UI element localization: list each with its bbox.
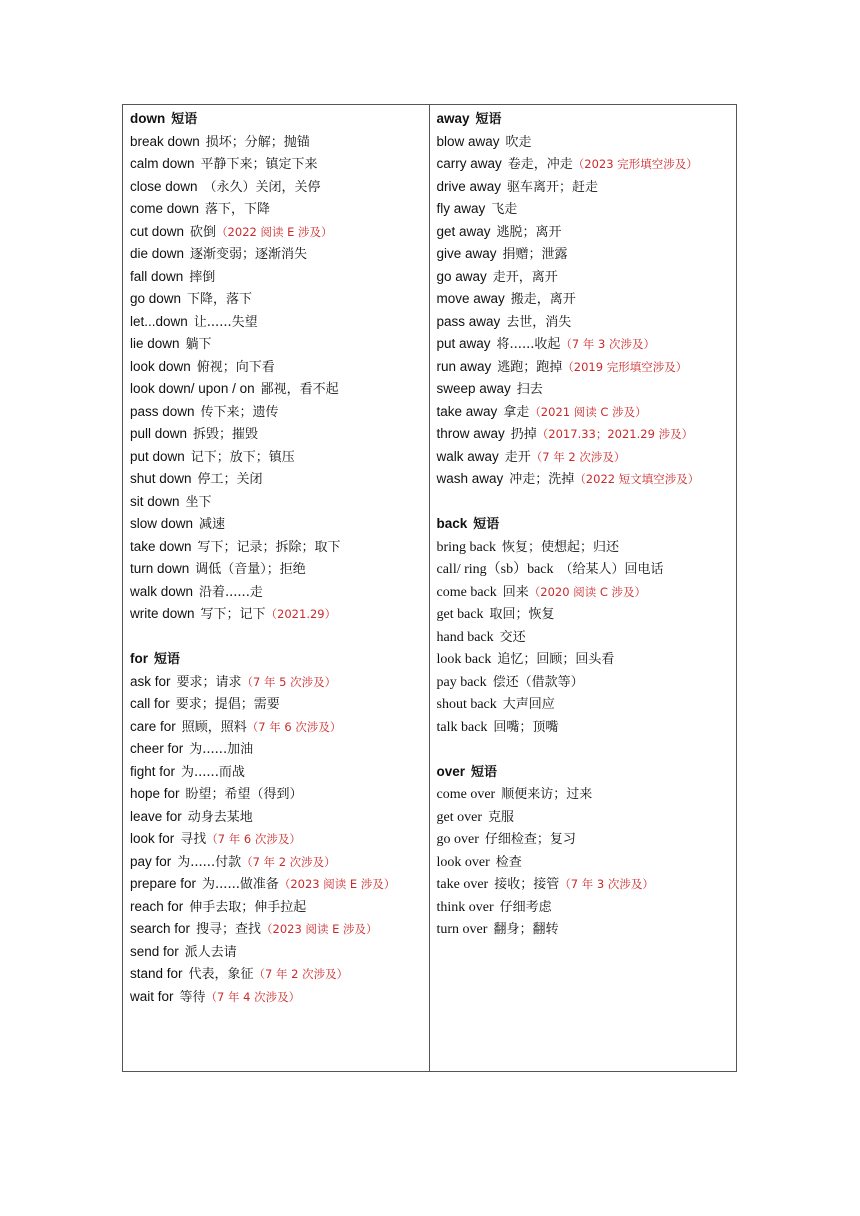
phrase-meaning: 砍倒 bbox=[190, 224, 217, 240]
phrase-row bbox=[437, 896, 737, 919]
phrase-text: give away bbox=[436, 246, 497, 261]
phrase-text: ask for bbox=[130, 673, 171, 689]
phrase-row bbox=[130, 311, 429, 334]
phrase-text: pass down bbox=[130, 403, 195, 419]
phrase-row bbox=[130, 806, 429, 829]
phrase-meaning: 寻找 bbox=[180, 832, 207, 847]
phrase-row bbox=[437, 626, 737, 649]
exam-note: （2017.33；2021.29 涉及） bbox=[536, 427, 694, 441]
phrase-row bbox=[437, 468, 737, 491]
phrase-table bbox=[122, 104, 737, 1072]
phrase-text: throw away bbox=[436, 426, 505, 441]
phrase-meaning: 写下；记下 bbox=[200, 607, 266, 622]
exam-note: （2023 完形填空涉及） bbox=[572, 157, 698, 171]
phrase-text: get back bbox=[436, 607, 484, 622]
phrase-row bbox=[130, 198, 429, 221]
phrase-row bbox=[437, 536, 737, 559]
phrase-text: prepare for bbox=[130, 876, 197, 891]
phrase-text: close down bbox=[130, 178, 198, 194]
phrase-meaning: 仔细检查；复习 bbox=[484, 832, 576, 847]
phrase-meaning: 恢复；使想起；归还 bbox=[501, 539, 619, 555]
phrase-meaning: 逃跑；跑掉 bbox=[497, 359, 563, 375]
section-label: 短语 bbox=[475, 112, 502, 127]
exam-note: （2021 阅读 C 涉及） bbox=[529, 404, 647, 419]
phrase-meaning: 逃脱；离开 bbox=[496, 224, 562, 240]
exam-note: （7 年 2 次涉及） bbox=[253, 967, 349, 981]
phrase-row bbox=[130, 378, 429, 401]
phrase-text: carry away bbox=[436, 156, 502, 171]
phrase-meaning: 接收；接管 bbox=[494, 877, 560, 892]
phrase-meaning: 吹走 bbox=[505, 134, 532, 150]
phrase-text: move away bbox=[436, 291, 505, 306]
phrase-row bbox=[130, 513, 429, 536]
phrase-text: call for bbox=[130, 696, 170, 711]
phrase-text: run away bbox=[436, 358, 492, 374]
exam-note: （2019 完形填空涉及） bbox=[562, 359, 688, 374]
phrase-meaning: 为......加油 bbox=[189, 742, 254, 757]
phrase-row bbox=[437, 311, 737, 334]
phrase-meaning: 拿走 bbox=[503, 404, 530, 420]
phrase-meaning: 冲走；洗掉 bbox=[509, 472, 575, 487]
phrase-text: walk down bbox=[130, 583, 194, 599]
phrase-text: call/ ring（sb）back bbox=[436, 562, 554, 577]
phrase-row bbox=[437, 423, 737, 446]
phrase-row bbox=[130, 716, 429, 739]
phrase-text: pay for bbox=[130, 853, 172, 869]
phrase-row bbox=[437, 648, 737, 671]
phrase-row bbox=[437, 558, 737, 581]
exam-note: （7 年 4 次涉及） bbox=[205, 989, 301, 1004]
phrase-row bbox=[437, 266, 737, 289]
exam-note: （2023 阅读 E 涉及） bbox=[261, 922, 378, 936]
right-column bbox=[430, 105, 737, 1071]
exam-note: （2022 短文填空涉及） bbox=[574, 472, 700, 486]
phrase-text: fall down bbox=[130, 268, 184, 284]
phrase-row bbox=[437, 851, 737, 874]
phrase-meaning: 检查 bbox=[495, 854, 522, 870]
phrase-meaning: 为......做准备 bbox=[202, 877, 279, 892]
phrase-row bbox=[130, 176, 429, 199]
phrase-row bbox=[437, 243, 737, 266]
phrase-row bbox=[130, 446, 429, 469]
exam-note: （7 年 5 次涉及） bbox=[241, 674, 337, 689]
phrase-row bbox=[130, 941, 429, 964]
phrase-row bbox=[130, 558, 429, 581]
phrase-meaning: 照顾，照料 bbox=[181, 719, 247, 735]
phrase-meaning: 飞走 bbox=[491, 202, 518, 217]
exam-note: （2023 阅读 E 涉及） bbox=[278, 877, 396, 891]
phrase-meaning: 搜寻；查找 bbox=[196, 922, 262, 937]
phrase-text: care for bbox=[130, 718, 176, 734]
phrase-row bbox=[130, 581, 429, 604]
phrase-text: get over bbox=[436, 809, 482, 825]
phrase-meaning: 鄙视，看不起 bbox=[260, 382, 339, 397]
exam-note: （7 年 2 次涉及） bbox=[241, 854, 336, 869]
phrase-row bbox=[130, 851, 429, 874]
exam-note: （7 年 2 次涉及） bbox=[530, 449, 626, 464]
phrase-meaning: 写下；记录；拆除；取下 bbox=[197, 539, 341, 555]
phrase-meaning: 交还 bbox=[499, 629, 526, 645]
phrase-meaning: 扔掉 bbox=[510, 427, 537, 442]
phrase-meaning: 等待 bbox=[179, 989, 206, 1005]
phrase-meaning: 要求；请求 bbox=[176, 674, 242, 690]
phrase-meaning: 将......收起 bbox=[496, 337, 561, 352]
phrase-meaning: 落下，下降 bbox=[205, 202, 271, 217]
section-heading bbox=[437, 761, 737, 784]
phrase-text: lie down bbox=[130, 336, 180, 351]
phrase-meaning: 平静下来；镇定下来 bbox=[200, 157, 318, 172]
phrase-text: talk back bbox=[436, 719, 488, 735]
phrase-meaning: 盼望；希望（得到） bbox=[185, 787, 303, 802]
phrase-meaning: 大声回应 bbox=[502, 697, 555, 712]
phrase-text: let...down bbox=[130, 313, 188, 329]
phrase-row bbox=[437, 333, 737, 356]
phrase-text: send for bbox=[130, 943, 179, 959]
phrase-text: shut down bbox=[130, 471, 192, 486]
phrase-meaning: （给某人）回电话 bbox=[559, 562, 664, 577]
phrase-row bbox=[437, 603, 737, 626]
phrase-text: sweep away bbox=[436, 381, 511, 396]
section-heading bbox=[130, 108, 429, 131]
phrase-text: wait for bbox=[130, 988, 174, 1004]
phrase-meaning: 为......而战 bbox=[181, 764, 245, 780]
phrase-row bbox=[130, 693, 429, 716]
phrase-text: wash away bbox=[436, 471, 504, 486]
exam-note: （7 年 3 次涉及） bbox=[559, 877, 654, 891]
phrase-meaning: 让......失望 bbox=[193, 314, 258, 330]
phrase-meaning: 损坏；分解；抛锚 bbox=[205, 134, 310, 150]
phrase-meaning: 减速 bbox=[199, 517, 226, 532]
phrase-text: pass away bbox=[436, 313, 501, 329]
phrase-text: get away bbox=[436, 223, 491, 239]
phrase-text: turn over bbox=[436, 922, 488, 937]
phrase-row bbox=[437, 131, 737, 154]
phrase-meaning: 翻身；翻转 bbox=[493, 922, 559, 937]
phrase-text: come back bbox=[436, 584, 497, 600]
phrase-row bbox=[437, 356, 737, 379]
phrase-meaning: 去世，消失 bbox=[506, 314, 572, 330]
phrase-meaning: 扫去 bbox=[516, 382, 543, 397]
phrase-row bbox=[437, 918, 737, 941]
phrase-text: look down/ upon / on bbox=[130, 381, 255, 396]
phrase-row bbox=[130, 986, 429, 1009]
phrase-text: think over bbox=[436, 899, 494, 915]
phrase-text: reach for bbox=[130, 898, 184, 914]
phrase-meaning: 坐下 bbox=[185, 494, 212, 510]
section-heading bbox=[437, 513, 737, 536]
left-column bbox=[123, 105, 430, 1071]
phrase-text: cheer for bbox=[130, 741, 184, 756]
phrase-row bbox=[130, 468, 429, 491]
phrase-row bbox=[437, 671, 737, 694]
phrase-meaning: 顺便来访；过来 bbox=[501, 787, 593, 802]
phrase-text: write down bbox=[130, 606, 195, 621]
phrase-meaning: 卷走，冲走 bbox=[507, 157, 573, 172]
phrase-text: take down bbox=[130, 538, 192, 554]
phrase-row bbox=[437, 446, 737, 469]
section-label: 短语 bbox=[154, 652, 181, 667]
phrase-row bbox=[130, 401, 429, 424]
phrase-text: look over bbox=[436, 854, 490, 870]
phrase-meaning: 克服 bbox=[487, 809, 514, 825]
phrase-text: go away bbox=[436, 268, 487, 284]
section-keyword: back bbox=[436, 516, 468, 531]
phrase-row bbox=[437, 176, 737, 199]
phrase-meaning: 动身去某地 bbox=[187, 809, 253, 825]
phrase-row bbox=[130, 873, 429, 896]
phrase-text: put down bbox=[130, 448, 185, 464]
phrase-text: fly away bbox=[436, 201, 486, 216]
phrase-meaning: 躺下 bbox=[185, 337, 212, 352]
phrase-row bbox=[130, 243, 429, 266]
section-heading bbox=[130, 648, 429, 671]
phrase-text: go down bbox=[130, 291, 182, 306]
section-heading bbox=[437, 108, 737, 131]
phrase-row bbox=[437, 401, 737, 424]
section-keyword: over bbox=[436, 763, 466, 779]
phrase-row bbox=[437, 783, 737, 806]
blank-line bbox=[437, 738, 737, 761]
section-label: 短语 bbox=[473, 517, 500, 532]
phrase-row bbox=[130, 918, 429, 941]
exam-note: （7 年 6 次涉及） bbox=[246, 719, 342, 734]
phrase-row bbox=[130, 603, 429, 626]
phrase-row bbox=[130, 153, 429, 176]
phrase-text: leave for bbox=[130, 808, 182, 824]
phrase-text: calm down bbox=[130, 156, 195, 171]
phrase-row bbox=[437, 581, 737, 604]
phrase-text: come over bbox=[436, 787, 496, 802]
exam-note: （2022 阅读 E 涉及） bbox=[216, 224, 333, 239]
phrase-text: stand for bbox=[130, 966, 183, 981]
phrase-meaning: 调低（音量）；拒绝 bbox=[195, 562, 306, 577]
section-keyword: for bbox=[130, 651, 148, 666]
phrase-row bbox=[130, 738, 429, 761]
phrase-text: hand back bbox=[436, 629, 494, 645]
phrase-meaning: （永久）关闭，关停 bbox=[203, 179, 321, 195]
phrase-row bbox=[437, 828, 737, 851]
phrase-meaning: 回来 bbox=[502, 584, 529, 600]
phrase-row bbox=[130, 671, 429, 694]
phrase-meaning: 要求；提倡；需要 bbox=[175, 697, 280, 712]
phrase-text: put away bbox=[436, 336, 491, 351]
section-label: 短语 bbox=[471, 764, 498, 780]
phrase-text: walk away bbox=[436, 448, 499, 464]
phrase-meaning: 代表，象征 bbox=[188, 967, 254, 982]
phrase-text: look for bbox=[130, 831, 175, 846]
phrase-text: turn down bbox=[130, 561, 190, 576]
phrase-meaning: 下降，落下 bbox=[187, 292, 253, 307]
phrase-row bbox=[437, 221, 737, 244]
phrase-meaning: 驱车离开；赶走 bbox=[507, 179, 599, 195]
phrase-meaning: 为......付款 bbox=[177, 854, 242, 870]
phrase-row bbox=[437, 716, 737, 739]
phrase-text: cut down bbox=[130, 223, 185, 239]
phrase-row bbox=[130, 761, 429, 784]
phrase-meaning: 传下来；遗传 bbox=[200, 404, 279, 420]
phrase-row bbox=[437, 153, 737, 176]
phrase-meaning: 回嘴；顶嘴 bbox=[493, 719, 559, 735]
phrase-row bbox=[130, 896, 429, 919]
phrase-meaning: 拆毁；摧毁 bbox=[193, 427, 259, 442]
phrase-text: pay back bbox=[436, 674, 487, 690]
phrase-text: fight for bbox=[130, 763, 176, 779]
phrase-text: bring back bbox=[436, 539, 496, 555]
exam-note: （7 年 3 次涉及） bbox=[560, 337, 655, 351]
phrase-meaning: 走开，离开 bbox=[492, 269, 558, 285]
exam-note: （2020 阅读 C 涉及） bbox=[528, 584, 647, 599]
phrase-meaning: 逐渐变弱；逐渐消失 bbox=[190, 247, 308, 262]
phrase-meaning: 走开 bbox=[504, 449, 531, 465]
phrase-meaning: 仔细考虑 bbox=[499, 899, 552, 915]
phrase-text: pull down bbox=[130, 426, 188, 441]
phrase-row bbox=[437, 378, 737, 401]
phrase-row bbox=[130, 963, 429, 986]
phrase-text: drive away bbox=[436, 178, 502, 194]
section-keyword: down bbox=[130, 111, 166, 126]
phrase-row bbox=[437, 198, 737, 221]
phrase-text: take over bbox=[436, 877, 489, 892]
phrase-text: sit down bbox=[130, 493, 180, 509]
phrase-meaning: 追忆；回顾；回头看 bbox=[497, 652, 615, 667]
phrase-row bbox=[130, 221, 429, 244]
phrase-row bbox=[130, 828, 429, 851]
phrase-text: look down bbox=[130, 358, 191, 374]
phrase-text: blow away bbox=[436, 133, 500, 149]
phrase-meaning: 派人去请 bbox=[184, 944, 237, 960]
phrase-meaning: 停工；关闭 bbox=[197, 472, 263, 487]
phrase-row bbox=[130, 131, 429, 154]
phrase-row bbox=[130, 423, 429, 446]
blank-line bbox=[130, 626, 429, 649]
phrase-text: hope for bbox=[130, 786, 180, 801]
phrase-text: come down bbox=[130, 201, 200, 216]
phrase-row bbox=[130, 288, 429, 311]
section-keyword: away bbox=[436, 111, 470, 126]
phrase-text: die down bbox=[130, 246, 185, 261]
phrase-meaning: 搬走，离开 bbox=[510, 292, 576, 307]
phrase-text: break down bbox=[130, 133, 200, 149]
phrase-meaning: 捐赠；泄露 bbox=[502, 247, 568, 262]
phrase-meaning: 记下；放下；镇压 bbox=[190, 449, 295, 465]
phrase-text: go over bbox=[436, 832, 479, 847]
phrase-row bbox=[130, 783, 429, 806]
exam-note: （7 年 6 次涉及） bbox=[206, 832, 301, 846]
phrase-meaning: 伸手去取；伸手拉起 bbox=[189, 899, 307, 915]
phrase-text: shout back bbox=[436, 697, 497, 712]
phrase-text: slow down bbox=[130, 516, 194, 531]
phrase-row bbox=[437, 806, 737, 829]
phrase-text: take away bbox=[436, 403, 498, 419]
phrase-text: look back bbox=[436, 652, 492, 667]
blank-line bbox=[437, 491, 737, 514]
phrase-row bbox=[130, 266, 429, 289]
phrase-row bbox=[437, 693, 737, 716]
phrase-row bbox=[130, 333, 429, 356]
phrase-meaning: 取回；恢复 bbox=[489, 607, 555, 622]
phrase-row bbox=[437, 873, 737, 896]
phrase-meaning: 偿还（借款等） bbox=[492, 674, 584, 690]
phrase-meaning: 沿着......走 bbox=[199, 584, 263, 600]
phrase-row bbox=[437, 288, 737, 311]
phrase-meaning: 摔倒 bbox=[189, 269, 216, 285]
phrase-row bbox=[130, 491, 429, 514]
phrase-meaning: 俯视；向下看 bbox=[196, 359, 275, 375]
section-label: 短语 bbox=[171, 112, 198, 127]
phrase-row bbox=[130, 356, 429, 379]
exam-note: （2021.29） bbox=[265, 607, 337, 621]
phrase-row bbox=[130, 536, 429, 559]
phrase-text: search for bbox=[130, 921, 191, 936]
